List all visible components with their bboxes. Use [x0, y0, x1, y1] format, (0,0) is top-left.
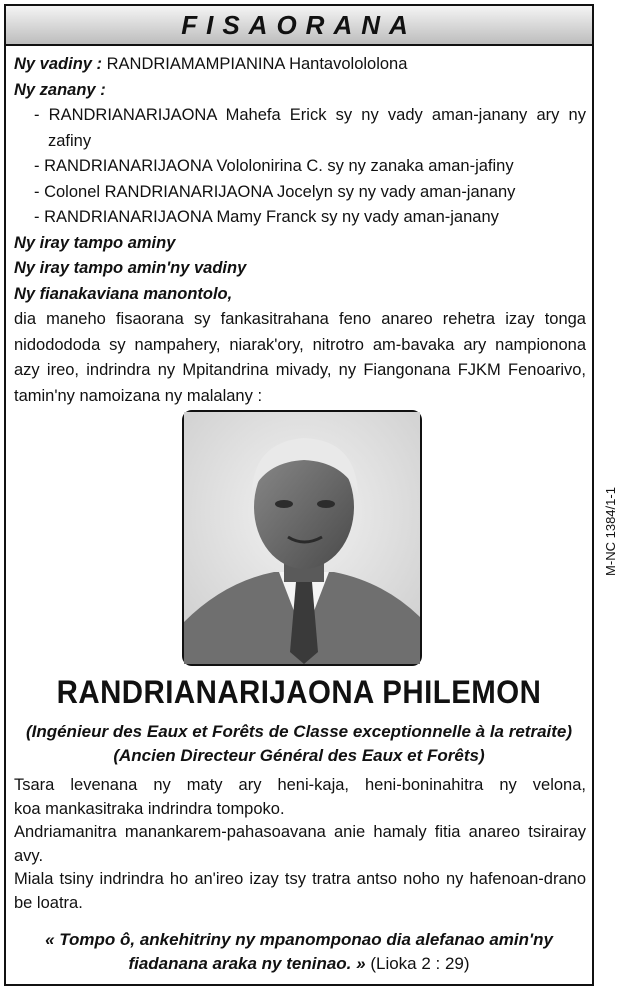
children-label: Ny zanany :: [14, 80, 106, 99]
notice-frame: [4, 4, 618, 986]
child-1: - RANDRIANARIJAONA Mahefa Erick sy ny vady aman-janany ary ny: [34, 106, 586, 124]
thanks-line-1: dia maneho fisaorana sy fankasitrahana feno anareo rehetra izay tonga: [14, 310, 586, 328]
verse-line-1: « Tompo ô, ankehitriny ny mpanomponao dia alefanao amin'ny: [45, 930, 553, 949]
spouse-name: RANDRIAMAMPIANINA Hantavolololona: [106, 55, 408, 73]
child-2: - RANDRIANARIJAONA Vololonirina C. sy ny zanaka aman-jafiny: [34, 157, 514, 175]
reference-code: M-NC 1384/1-1: [602, 487, 618, 576]
closing-line-6: be loatra.: [14, 893, 83, 912]
banner-title: FISAORANA: [181, 9, 417, 40]
family-section: [14, 52, 586, 409]
spouse-line: [14, 52, 586, 78]
closing-line-3: Andriamanitra manankarem-pahasoavana anie hamaly fitia anareo tsirairay: [14, 823, 586, 841]
portrait-image: [184, 412, 420, 664]
child-3: - Colonel RANDRIANARIJAONA Jocelyn sy ny vady aman-janany: [34, 182, 516, 201]
bible-verse: [6, 928, 592, 976]
spouse-label: Ny vadiny :: [14, 55, 103, 73]
closing-section: [14, 774, 586, 915]
thanks-line-4: tamin'ny namoizana ny malalany :: [14, 386, 263, 405]
deceased-title-2: (Ancien Directeur Général des Eaux et Forêts): [113, 746, 485, 765]
closing-line-1: Tsara levenana ny maty ary heni-kaja, heni-boninahitra ny velona,: [14, 776, 586, 794]
deceased-titles: [6, 720, 592, 768]
thanks-line-3: azy ireo, indrindra ny Mpitandrina mivady, ny Fiangonana FJKM Fenoarivo,: [14, 361, 586, 379]
verse-line-2-wrap: [6, 952, 592, 976]
closing-line-4: avy.: [14, 846, 44, 865]
verse-reference: (Lioka 2 : 29): [370, 954, 470, 973]
closing-line-2: koa mankasitraka indrindra tompoko.: [14, 799, 285, 818]
banner: [6, 6, 592, 46]
closing-line-5: Miala tsiny indrindra ho an'ireo izay tsy tratra antso noho ny hafenoan-drano: [14, 870, 586, 888]
deceased-portrait: [182, 410, 422, 666]
deceased-title-1: (Ingénieur des Eaux et Forêts de Classe exceptionnelle à la retraite): [25, 722, 573, 741]
child-4: - RANDRIANARIJAONA Mamy Franck sy ny vady aman-janany: [34, 208, 499, 226]
relatives-2: Ny iray tampo amin'ny vadiny: [14, 259, 247, 277]
thanks-line-2: nidodododa sy nampahery, niarak'ory, nitrotro am-bavaka ary nampionona: [14, 335, 586, 354]
relatives-1: Ny iray tampo aminy: [14, 233, 176, 252]
child-1-cont: zafiny: [48, 131, 92, 150]
verse-line-2: fiadanana araka ny teninao. »: [128, 954, 366, 973]
relatives-3: Ny fianakaviana manontolo,: [14, 284, 233, 303]
deceased-name: RANDRIANARIJAONA PHILEMON: [56, 674, 542, 710]
